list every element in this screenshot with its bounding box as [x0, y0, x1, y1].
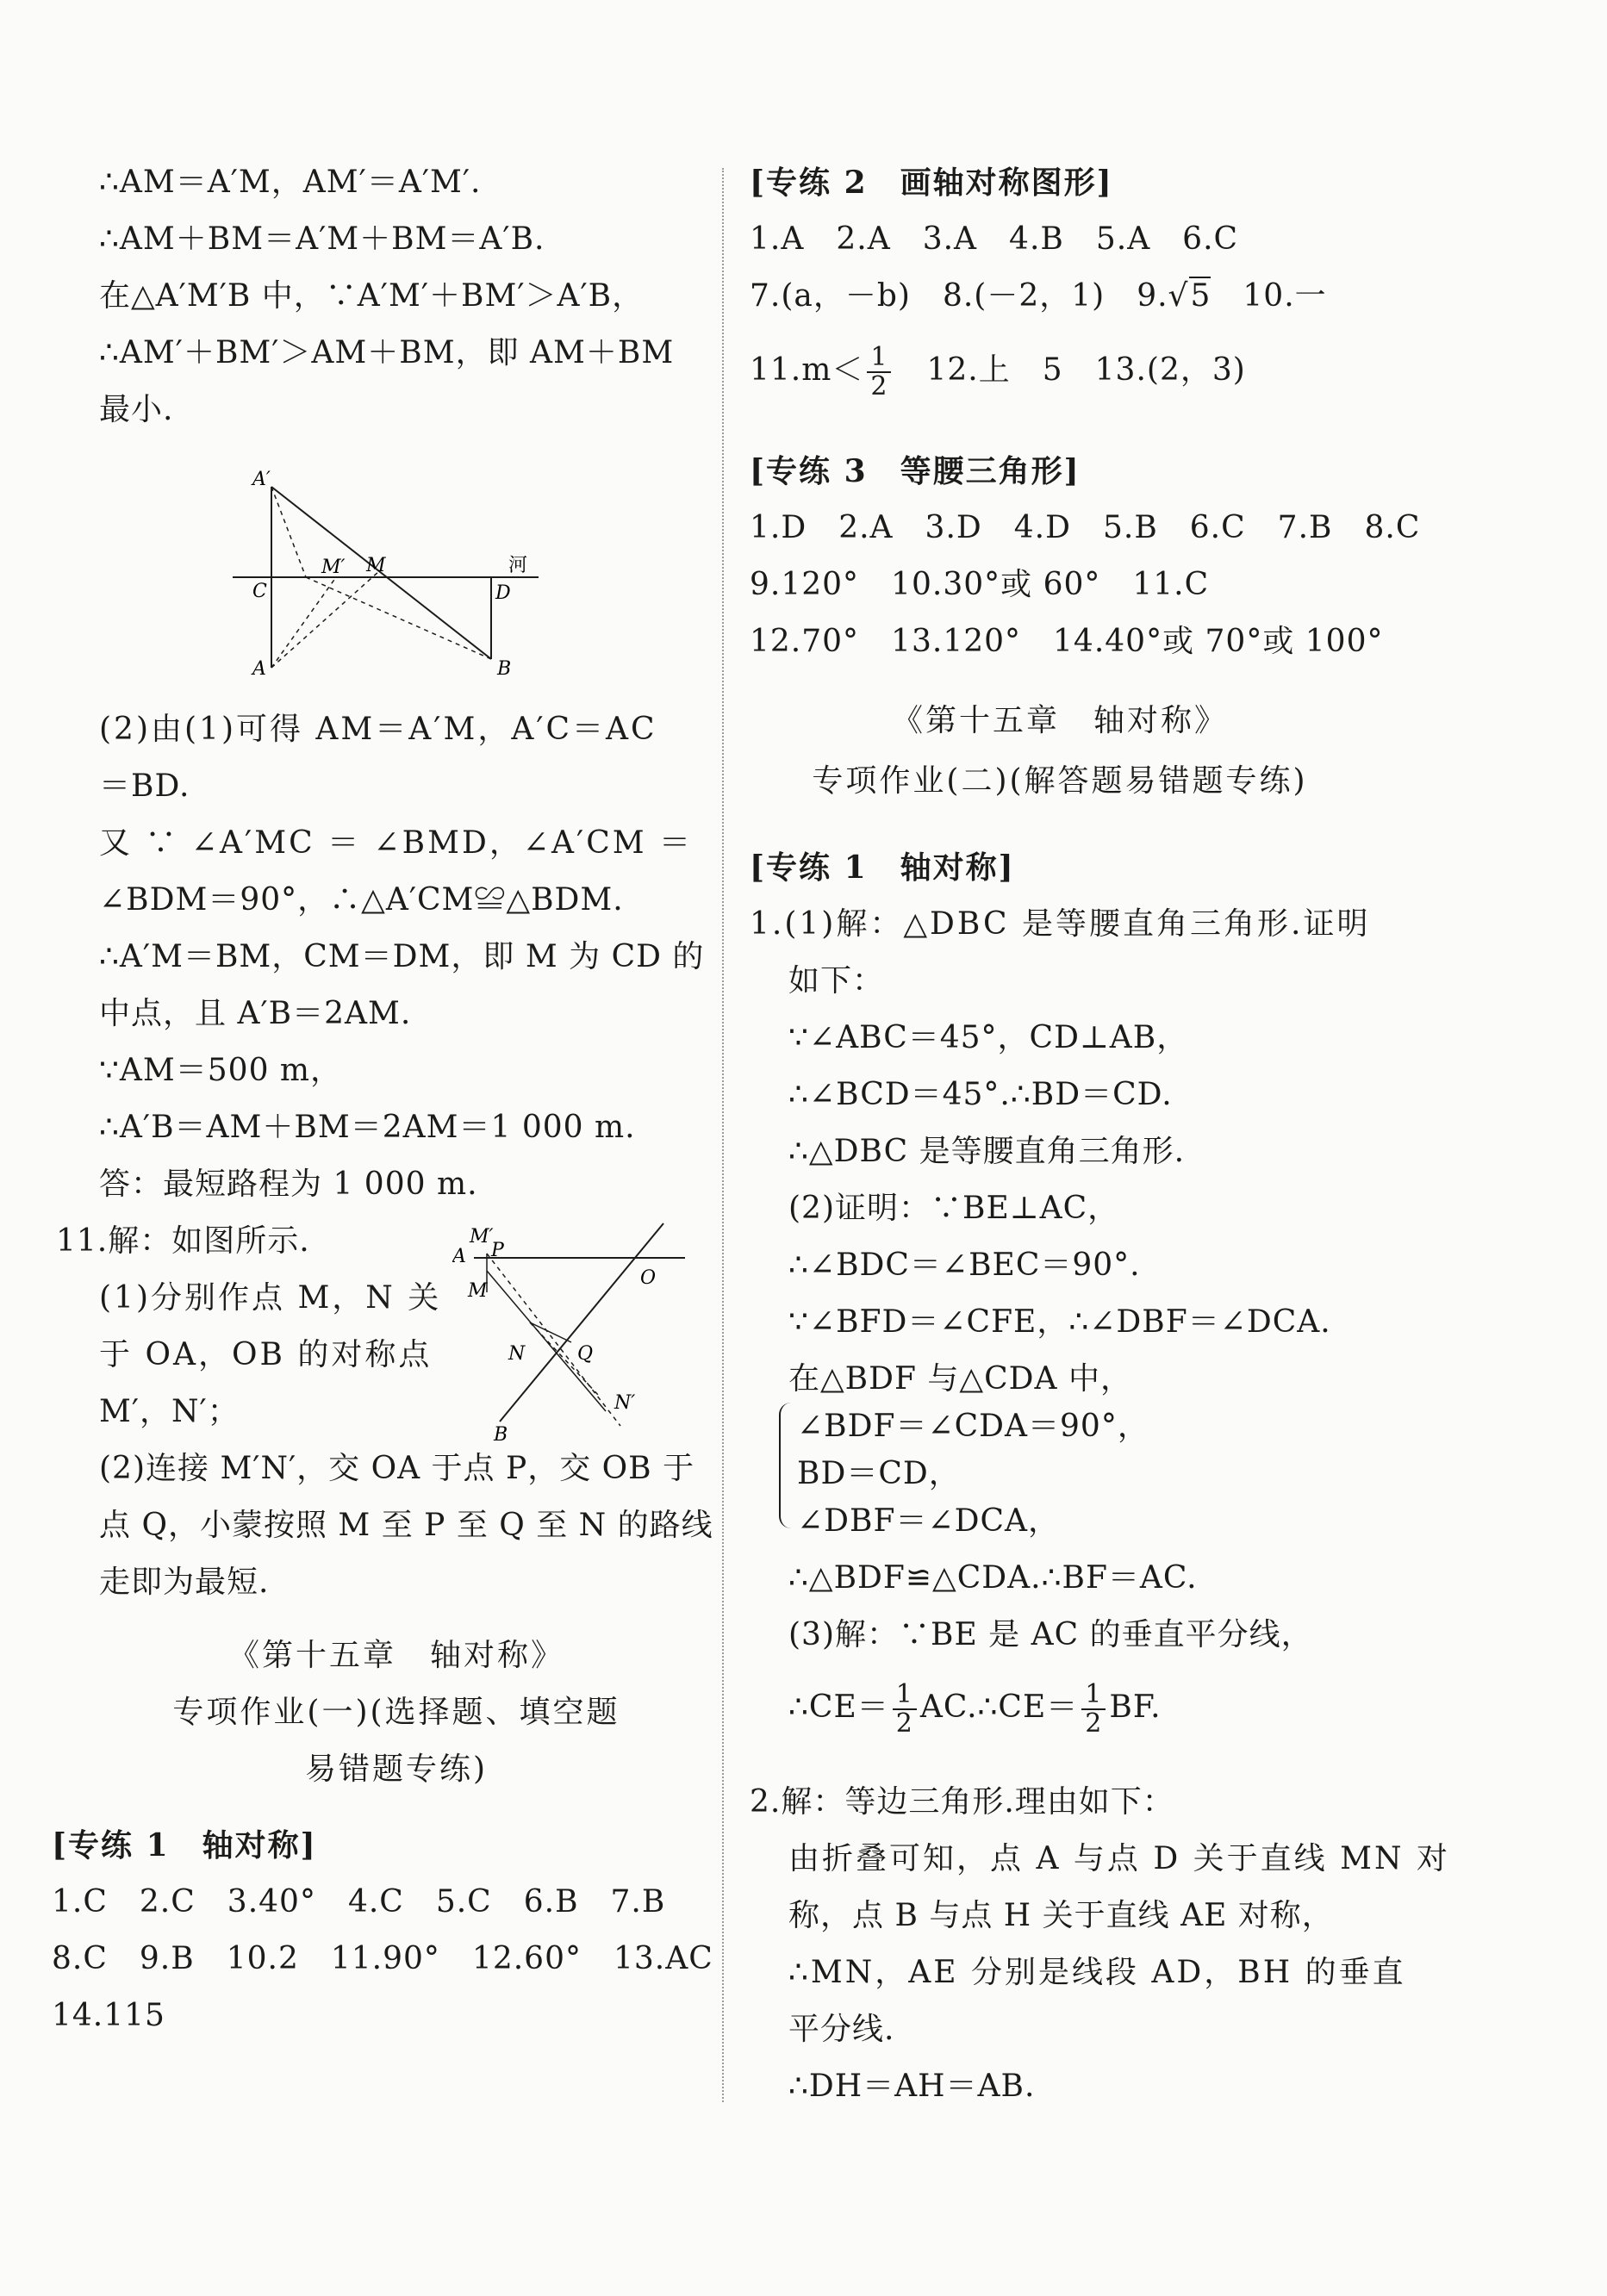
- text-line: ∵AM＝500 m，: [99, 1053, 343, 1088]
- text-line: (2)由(1)可得 AM＝A′M，A′C＝AC: [99, 712, 657, 747]
- answer-line: [750, 340, 1246, 401]
- text-line: ∴△BDF≌△CDA.∴BF＝AC.: [788, 1560, 1198, 1596]
- section-header: [专练 1 轴对称]: [750, 849, 1015, 886]
- text-line: 称，点 B 与点 H 关于直线 AE 对称，: [788, 1898, 1334, 1933]
- text-line: ∠BDF＝∠CDA＝90°，: [797, 1409, 1149, 1444]
- text-line: (3)解：∵BE 是 AC 的垂直平分线，: [788, 1617, 1313, 1652]
- text-line: ∴A′M＝BM，CM＝DM，即 M 为 CD 的: [99, 939, 705, 974]
- text-line: 走即为最短.: [99, 1565, 270, 1600]
- fraction: [867, 344, 891, 401]
- label-c: C: [252, 581, 267, 602]
- answer-line: 1.A 2.A 3.A 4.B 5.A 6.C: [750, 221, 1239, 257]
- label-m-prime: M′: [321, 557, 346, 578]
- numerator: 1: [893, 1681, 917, 1710]
- text-line: [788, 1676, 1162, 1739]
- text-line: M′，N′；: [99, 1394, 240, 1429]
- text-line: 又 ∵ ∠A′MC ＝ ∠BMD，∠A′CM ＝: [99, 825, 694, 861]
- label-a: A: [252, 658, 266, 680]
- answer-line: 9.120° 10.30°或 60° 11.C: [750, 567, 1210, 602]
- label-a: A: [452, 1246, 466, 1267]
- answer-text: 11.m＜: [750, 352, 864, 388]
- text-line: 于 OA，OB 的对称点: [99, 1337, 433, 1372]
- column-divider: [722, 168, 724, 2102]
- answer-line: 8.C 9.B 10.2 11.90° 12.60° 13.AC: [52, 1941, 713, 1976]
- chapter-title: 《第十五章 轴对称》: [891, 703, 1228, 738]
- section-subtitle: 专项作业(一)(选择题、填空题: [172, 1695, 620, 1730]
- label-q: Q: [577, 1343, 594, 1365]
- answer-line: 14.115: [52, 1998, 165, 2033]
- text-line: ∴DH＝AH＝AB.: [788, 2069, 1036, 2104]
- text-line: ∴∠BDC＝∠BEC＝90°.: [788, 1248, 1141, 1283]
- section-subtitle: 专项作业(二)(解答题易错题专练): [812, 763, 1308, 799]
- text-line: (2)连接 M′N′，交 OA 于点 P，交 OB 于: [99, 1451, 695, 1486]
- label-p: P: [491, 1240, 504, 1261]
- text-line: ∴AM′＋BM′＞AM＋BM，即 AM＋BM: [99, 335, 675, 370]
- text-line: 在△A′M′B 中，∵A′M′＋BM′＞A′B，: [99, 278, 645, 314]
- text-part: AC.∴CE＝: [919, 1689, 1079, 1725]
- section-header: [专练 1 轴对称]: [52, 1827, 317, 1864]
- sqrt-radicand: 5: [1190, 278, 1211, 314]
- text-line: (1)分别作点 M，N 关: [99, 1280, 442, 1316]
- text-line: 在△BDF 与△CDA 中，: [788, 1361, 1132, 1397]
- question-11-title: 11.解：如图所示.: [56, 1223, 310, 1259]
- denominator: 2: [895, 1708, 913, 1739]
- text-line: 点 Q，小蒙按照 M 至 P 至 Q 至 N 的路线: [99, 1508, 713, 1543]
- text-line: 平分线.: [788, 2012, 895, 2047]
- river-path-figure: [228, 461, 659, 685]
- text-line: BD＝CD，: [797, 1456, 961, 1491]
- text-line: 1.(1)解：△DBC 是等腰直角三角形.证明: [750, 906, 1371, 942]
- section-header: [专练 2 画轴对称图形]: [750, 165, 1113, 201]
- section-subtitle: 易错题专练): [304, 1752, 489, 1787]
- fraction: [1081, 1681, 1106, 1738]
- fraction: [893, 1681, 917, 1738]
- label-d: D: [495, 582, 511, 604]
- label-o: O: [640, 1267, 657, 1289]
- section-header: [专练 3 等腰三角形]: [750, 453, 1081, 489]
- text-line: ∵∠ABC＝45°，CD⊥AB，: [788, 1020, 1189, 1055]
- text-line: 2.解：等边三角形.理由如下：: [750, 1784, 1174, 1820]
- answer-line: 7.(a，－b) 8.(－2，1) 9.√5 10.一: [750, 278, 1327, 314]
- text-line: 最小.: [99, 392, 174, 427]
- text-line: ＝BD.: [99, 768, 190, 804]
- text-line: 中点，且 A′B＝2AM.: [99, 996, 412, 1031]
- label-m: M: [468, 1280, 488, 1302]
- label-b: B: [497, 658, 512, 680]
- text-line: ∴△DBC 是等腰直角三角形.: [788, 1134, 1186, 1169]
- label-n: N: [508, 1343, 526, 1365]
- text-line: (2)证明：∵BE⊥AC，: [788, 1191, 1120, 1226]
- answer-line: 12.70° 13.120° 14.40°或 70°或 100°: [750, 624, 1384, 659]
- system-brace: [779, 1403, 794, 1528]
- answer-text: 10.一: [1211, 278, 1327, 314]
- label-m: M: [366, 555, 386, 576]
- text-line: ∴MN，AE 分别是线段 AD，BH 的垂直: [788, 1955, 1406, 1990]
- text-line: ∵∠BFD＝∠CFE，∴∠DBF＝∠DCA.: [788, 1304, 1331, 1340]
- numerator: 1: [1081, 1681, 1106, 1710]
- label-b: B: [494, 1424, 508, 1446]
- label-river: 河: [508, 555, 528, 576]
- answer-text: 12.上 5 13.(2，3): [894, 352, 1246, 388]
- text-line: 答：最短路程为 1 000 m.: [99, 1167, 478, 1202]
- text-line: ∴AM＋BM＝A′M＋BM＝A′B.: [99, 221, 545, 257]
- label-m-prime: M′: [470, 1226, 494, 1248]
- label-a-prime: A′: [252, 469, 271, 490]
- denominator: 2: [1085, 1708, 1103, 1739]
- answer-line: 1.C 2.C 3.40° 4.C 5.C 6.B 7.B: [52, 1884, 666, 1920]
- text-line: ∠DBF＝∠DCA，: [797, 1503, 1061, 1539]
- angle-reflection-figure: [452, 1215, 711, 1447]
- text-line: ∴A′B＝AM＋BM＝2AM＝1 000 m.: [99, 1110, 636, 1145]
- label-n-prime: N′: [614, 1392, 636, 1414]
- text-line: ∴AM＝A′M，AM′＝A′M′.: [99, 165, 482, 200]
- chapter-title: 《第十五章 轴对称》: [227, 1638, 564, 1673]
- answer-line: 1.D 2.A 3.D 4.D 5.B 6.C 7.B 8.C: [750, 510, 1421, 545]
- text-line: ∴∠BCD＝45°.∴BD＝CD.: [788, 1077, 1173, 1112]
- text-part: ∴CE＝: [788, 1689, 889, 1725]
- denominator: 2: [870, 371, 888, 401]
- text-line: 如下：: [788, 963, 885, 999]
- text-line: ∠BDM＝90°，∴△A′CM≌△BDM.: [99, 882, 624, 918]
- answer-text: 7.(a，－b) 8.(－2，1) 9.: [750, 278, 1168, 314]
- text-line: 由折叠可知，点 A 与点 D 关于直线 MN 对: [788, 1841, 1450, 1876]
- numerator: 1: [867, 344, 891, 373]
- text-part: BF.: [1109, 1689, 1162, 1725]
